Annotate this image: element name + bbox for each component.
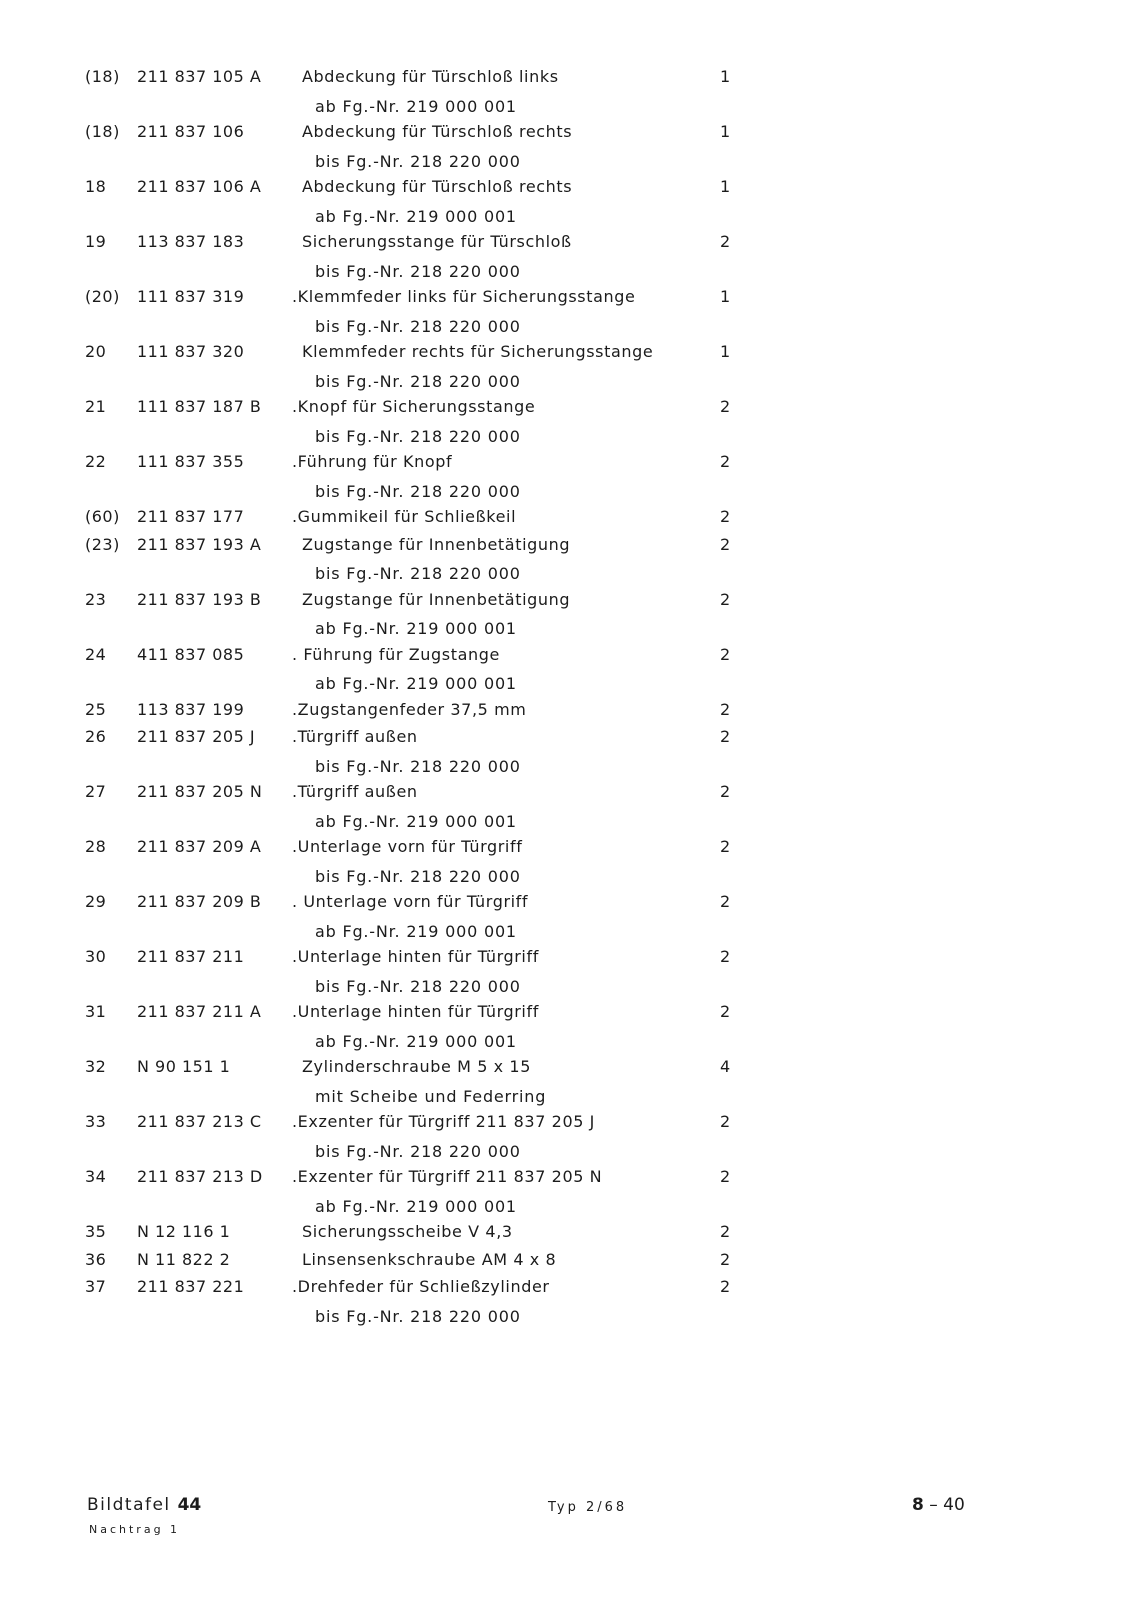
part-description: . Unterlage vorn für Türgriff <box>292 892 529 911</box>
list-item <box>0 834 1141 860</box>
part-description: Abdeckung für Türschloß rechts <box>302 122 573 141</box>
part-description: .Exzenter für Türgriff 211 837 205 J <box>292 1112 596 1131</box>
position-number: (18) <box>85 67 120 86</box>
part-number: 211 837 205 J <box>137 727 256 746</box>
position-number: 34 <box>85 1167 107 1186</box>
part-description: Zugstange für Innenbetätigung <box>302 535 571 554</box>
page-number <box>912 1495 965 1515</box>
quantity: 2 <box>720 535 731 554</box>
position-number: 30 <box>85 947 107 966</box>
part-description: .Exzenter für Türgriff 211 837 205 N <box>292 1167 603 1186</box>
part-number: 211 837 177 <box>137 507 245 526</box>
part-description: .Türgriff außen <box>292 727 418 746</box>
part-number: 111 837 355 <box>137 452 245 471</box>
position-number: 26 <box>85 727 107 746</box>
part-description: Sicherungsstange für Türschloß <box>302 232 572 251</box>
position-number: 35 <box>85 1222 107 1241</box>
quantity: 1 <box>720 287 731 306</box>
position-number: 25 <box>85 700 107 719</box>
quantity: 2 <box>720 947 731 966</box>
position-number: 32 <box>85 1057 107 1076</box>
part-description: .Zugstangenfeder 37,5 mm <box>292 700 527 719</box>
position-number: 31 <box>85 1002 107 1021</box>
part-number: N 90 151 1 <box>137 1057 231 1076</box>
part-number: 211 837 209 A <box>137 837 262 856</box>
list-item <box>0 1219 1141 1245</box>
part-number: N 12 116 1 <box>137 1222 231 1241</box>
chassis-range-note: bis Fg.-Nr. 218 220 000 <box>315 1307 521 1326</box>
list-item <box>0 174 1141 200</box>
position-number: 29 <box>85 892 107 911</box>
chassis-range-note: bis Fg.-Nr. 218 220 000 <box>315 867 521 886</box>
part-number: 111 837 320 <box>137 342 245 361</box>
quantity: 2 <box>720 1112 731 1131</box>
part-number: 211 837 193 A <box>137 535 262 554</box>
quantity: 2 <box>720 782 731 801</box>
page-dash: – <box>929 1495 938 1515</box>
list-item <box>0 999 1141 1025</box>
plate-number: 44 <box>177 1495 202 1515</box>
part-description: Zugstange für Innenbetätigung <box>302 590 571 609</box>
list-item <box>0 1164 1141 1190</box>
part-number: 211 837 105 A <box>137 67 262 86</box>
list-item <box>0 1247 1141 1273</box>
part-number: 113 837 183 <box>137 232 245 251</box>
part-number: 411 837 085 <box>137 645 245 664</box>
part-number: 211 837 193 B <box>137 590 262 609</box>
part-description: .Türgriff außen <box>292 782 418 801</box>
quantity: 2 <box>720 1250 731 1269</box>
part-number: 211 837 106 A <box>137 177 262 196</box>
position-number: 19 <box>85 232 107 251</box>
part-number: 111 837 187 B <box>137 397 262 416</box>
list-item <box>0 119 1141 145</box>
part-description: Linsensenkschraube AM 4 x 8 <box>302 1250 557 1269</box>
part-description: .Unterlage hinten für Türgriff <box>292 1002 539 1021</box>
part-number: 211 837 205 N <box>137 782 263 801</box>
quantity: 2 <box>720 837 731 856</box>
position-number: 21 <box>85 397 107 416</box>
quantity: 2 <box>720 727 731 746</box>
part-description: .Drehfeder für Schließzylinder <box>292 1277 550 1296</box>
position-number: 37 <box>85 1277 107 1296</box>
chassis-range-note: ab Fg.-Nr. 219 000 001 <box>315 1032 517 1051</box>
list-item <box>0 587 1141 613</box>
list-item <box>0 449 1141 475</box>
chassis-range-note: ab Fg.-Nr. 219 000 001 <box>315 1197 517 1216</box>
part-description: .Unterlage vorn für Türgriff <box>292 837 523 856</box>
plate-label: Bildtafel <box>87 1495 171 1515</box>
position-number: (60) <box>85 507 120 526</box>
quantity: 1 <box>720 67 731 86</box>
list-item <box>0 394 1141 420</box>
quantity: 2 <box>720 590 731 609</box>
chassis-range-note: ab Fg.-Nr. 219 000 001 <box>315 922 517 941</box>
part-number: N 11 822 2 <box>137 1250 231 1269</box>
chassis-range-note: bis Fg.-Nr. 218 220 000 <box>315 977 521 996</box>
chassis-range-note: bis Fg.-Nr. 218 220 000 <box>315 372 521 391</box>
quantity: 2 <box>720 645 731 664</box>
part-description: .Klemmfeder links für Sicherungsstange <box>292 287 636 306</box>
list-item <box>0 284 1141 310</box>
chassis-range-note: bis Fg.-Nr. 218 220 000 <box>315 317 521 336</box>
quantity: 2 <box>720 700 731 719</box>
position-number: 18 <box>85 177 107 196</box>
chassis-range-note: ab Fg.-Nr. 219 000 001 <box>315 207 517 226</box>
position-number: 24 <box>85 645 107 664</box>
chassis-range-note: ab Fg.-Nr. 219 000 001 <box>315 619 517 638</box>
position-number: 20 <box>85 342 107 361</box>
page-section: 8 <box>912 1495 924 1515</box>
chassis-range-note: mit Scheibe und Federring <box>315 1087 547 1106</box>
chassis-range-note: ab Fg.-Nr. 219 000 001 <box>315 97 517 116</box>
list-item <box>0 339 1141 365</box>
list-item <box>0 64 1141 90</box>
list-item <box>0 1054 1141 1080</box>
list-item <box>0 779 1141 805</box>
chassis-range-note: bis Fg.-Nr. 218 220 000 <box>315 262 521 281</box>
quantity: 1 <box>720 122 731 141</box>
position-number: 23 <box>85 590 107 609</box>
list-item <box>0 1109 1141 1135</box>
part-description: .Gummikeil für Schließkeil <box>292 507 517 526</box>
position-number: 27 <box>85 782 107 801</box>
part-number: 211 837 213 D <box>137 1167 263 1186</box>
quantity: 1 <box>720 177 731 196</box>
quantity: 2 <box>720 1222 731 1241</box>
chassis-range-note: bis Fg.-Nr. 218 220 000 <box>315 427 521 446</box>
plate-reference <box>87 1495 201 1515</box>
list-item <box>0 724 1141 750</box>
part-number: 111 837 319 <box>137 287 245 306</box>
position-number: (23) <box>85 535 120 554</box>
part-number: 211 837 221 <box>137 1277 245 1296</box>
quantity: 2 <box>720 1277 731 1296</box>
list-item <box>0 944 1141 970</box>
part-description: . Führung für Zugstange <box>292 645 500 664</box>
part-description: Abdeckung für Türschloß links <box>302 67 559 86</box>
list-item <box>0 504 1141 530</box>
page-number-value: 40 <box>943 1495 965 1515</box>
chassis-range-note: bis Fg.-Nr. 218 220 000 <box>315 482 521 501</box>
chassis-range-note: bis Fg.-Nr. 218 220 000 <box>315 757 521 776</box>
part-number: 211 837 211 <box>137 947 245 966</box>
position-number: (20) <box>85 287 120 306</box>
quantity: 1 <box>720 342 731 361</box>
supplement-note: Nachtrag 1 <box>89 1523 181 1536</box>
part-number: 211 837 213 C <box>137 1112 262 1131</box>
position-number: 22 <box>85 452 107 471</box>
list-item <box>0 532 1141 558</box>
list-item <box>0 642 1141 668</box>
quantity: 2 <box>720 507 731 526</box>
chassis-range-note: bis Fg.-Nr. 218 220 000 <box>315 152 521 171</box>
chassis-range-note: bis Fg.-Nr. 218 220 000 <box>315 1142 521 1161</box>
part-description: Klemmfeder rechts für Sicherungsstange <box>302 342 654 361</box>
position-number: (18) <box>85 122 120 141</box>
chassis-range-note: ab Fg.-Nr. 219 000 001 <box>315 812 517 831</box>
chassis-range-note: bis Fg.-Nr. 218 220 000 <box>315 564 521 583</box>
part-description: Abdeckung für Türschloß rechts <box>302 177 573 196</box>
type-label: Typ 2/68 <box>548 1500 628 1515</box>
part-number: 211 837 106 <box>137 122 245 141</box>
part-number: 113 837 199 <box>137 700 245 719</box>
part-description: Zylinderschraube M 5 x 15 <box>302 1057 531 1076</box>
part-number: 211 837 211 A <box>137 1002 262 1021</box>
part-description: .Knopf für Sicherungsstange <box>292 397 536 416</box>
part-description: .Unterlage hinten für Türgriff <box>292 947 539 966</box>
part-description: Sicherungsscheibe V 4,3 <box>302 1222 513 1241</box>
position-number: 28 <box>85 837 107 856</box>
part-number: 211 837 209 B <box>137 892 262 911</box>
quantity: 2 <box>720 892 731 911</box>
quantity: 2 <box>720 232 731 251</box>
list-item <box>0 889 1141 915</box>
quantity: 4 <box>720 1057 731 1076</box>
quantity: 2 <box>720 1002 731 1021</box>
list-item <box>0 1274 1141 1300</box>
quantity: 2 <box>720 1167 731 1186</box>
list-item <box>0 229 1141 255</box>
quantity: 2 <box>720 397 731 416</box>
quantity: 2 <box>720 452 731 471</box>
chassis-range-note: ab Fg.-Nr. 219 000 001 <box>315 674 517 693</box>
position-number: 33 <box>85 1112 107 1131</box>
list-item <box>0 697 1141 723</box>
position-number: 36 <box>85 1250 107 1269</box>
part-description: .Führung für Knopf <box>292 452 453 471</box>
